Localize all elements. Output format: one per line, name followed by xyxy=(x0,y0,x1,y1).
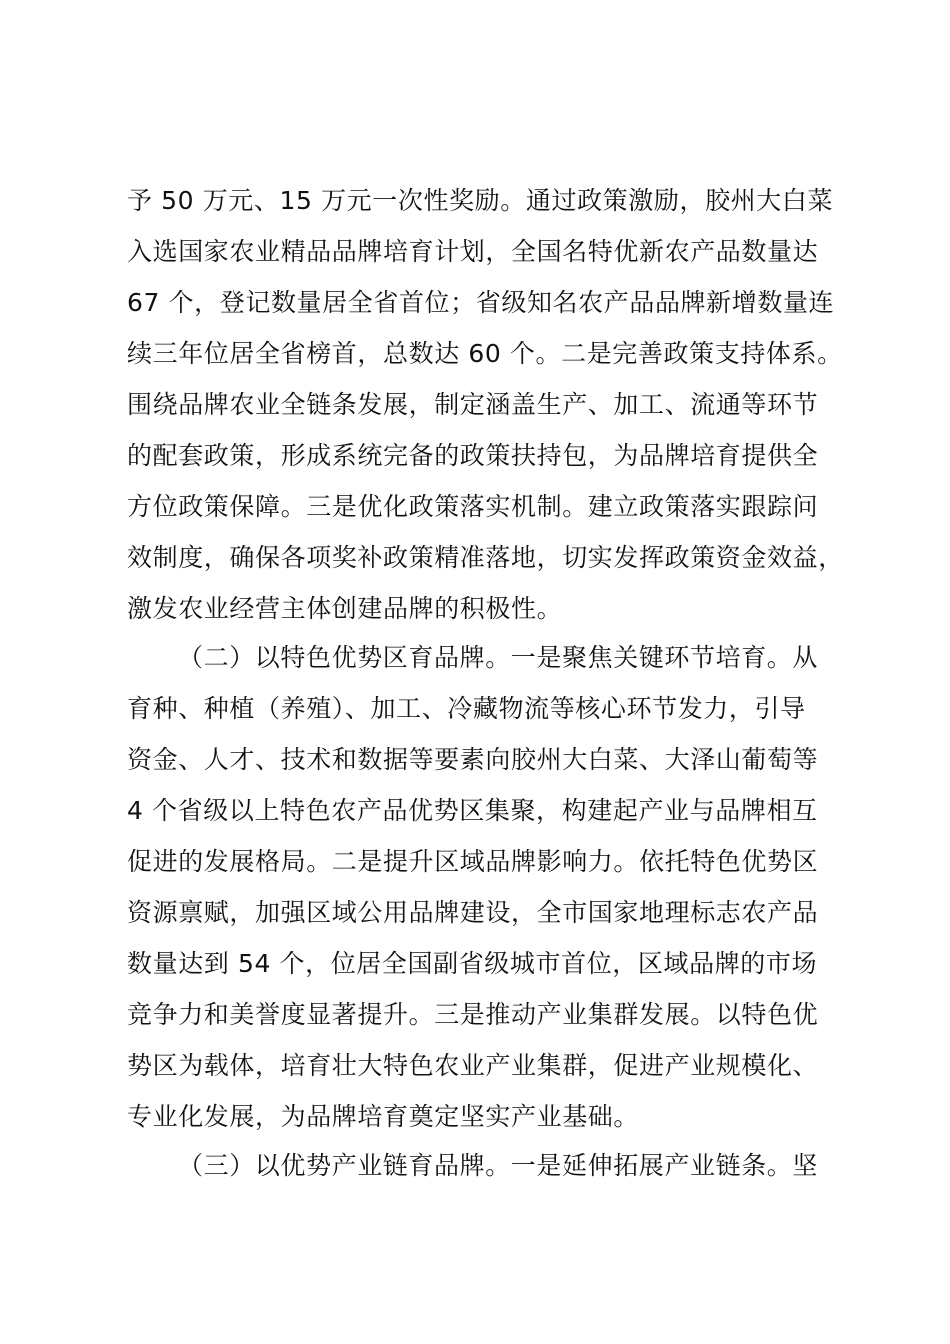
text-line-12: 资金、人才、技术和数据等要素向胶州大白菜、大泽山葡萄等 xyxy=(127,745,819,774)
text-line-3: 67 个，登记数量居全省首位；省级知名农产品品牌新增数量连 xyxy=(127,288,835,317)
text-line-14: 促进的发展格局。二是提升区域品牌影响力。依托特色优势区 xyxy=(127,847,819,876)
text-line-15: 资源禀赋，加强区域公用品牌建设，全市国家地理标志农产品 xyxy=(127,898,819,927)
text-line-13: 4 个省级以上特色农产品优势区集聚，构建起产业与品牌相互 xyxy=(127,796,818,825)
text-line-2: 入选国家农业精品品牌培育计划，全国名特优新农产品数量达 xyxy=(127,237,819,266)
text-line-19: 专业化发展，为品牌培育奠定坚实产业基础。 xyxy=(127,1102,640,1131)
text-line-8: 效制度，确保各项奖补政策精准落地，切实发挥政策资金效益， xyxy=(127,543,844,572)
text-line-1: 予 50 万元、15 万元一次性奖励。通过政策激励，胶州大白菜 xyxy=(127,186,834,215)
text-line-10: （二）以特色优势区育品牌。一是聚焦关键环节培育。从 xyxy=(178,643,819,672)
text-line-20: （三）以优势产业链育品牌。一是延伸拓展产业链条。坚 xyxy=(178,1151,819,1180)
text-line-4: 续三年位居全省榜首，总数达 60 个。二是完善政策支持体系。 xyxy=(127,339,843,368)
text-line-17: 竞争力和美誉度显著提升。三是推动产业集群发展。以特色优 xyxy=(127,1000,819,1029)
text-line-11: 育种、种植（养殖）、加工、冷藏物流等核心环节发力，引导 xyxy=(127,694,806,723)
text-line-16: 数量达到 54 个，位居全国副省级城市首位，区域品牌的市场 xyxy=(127,949,818,978)
text-line-18: 势区为载体，培育壮大特色农业产业集群，促进产业规模化、 xyxy=(127,1051,819,1080)
text-line-7: 方位政策保障。三是优化政策落实机制。建立政策落实跟踪问 xyxy=(127,492,819,521)
text-line-5: 围绕品牌农业全链条发展，制定涵盖生产、加工、流通等环节 xyxy=(127,390,819,419)
text-line-9: 激发农业经营主体创建品牌的积极性。 xyxy=(127,594,563,623)
text-line-6: 的配套政策，形成系统完备的政策扶持包，为品牌培育提供全 xyxy=(127,441,819,470)
